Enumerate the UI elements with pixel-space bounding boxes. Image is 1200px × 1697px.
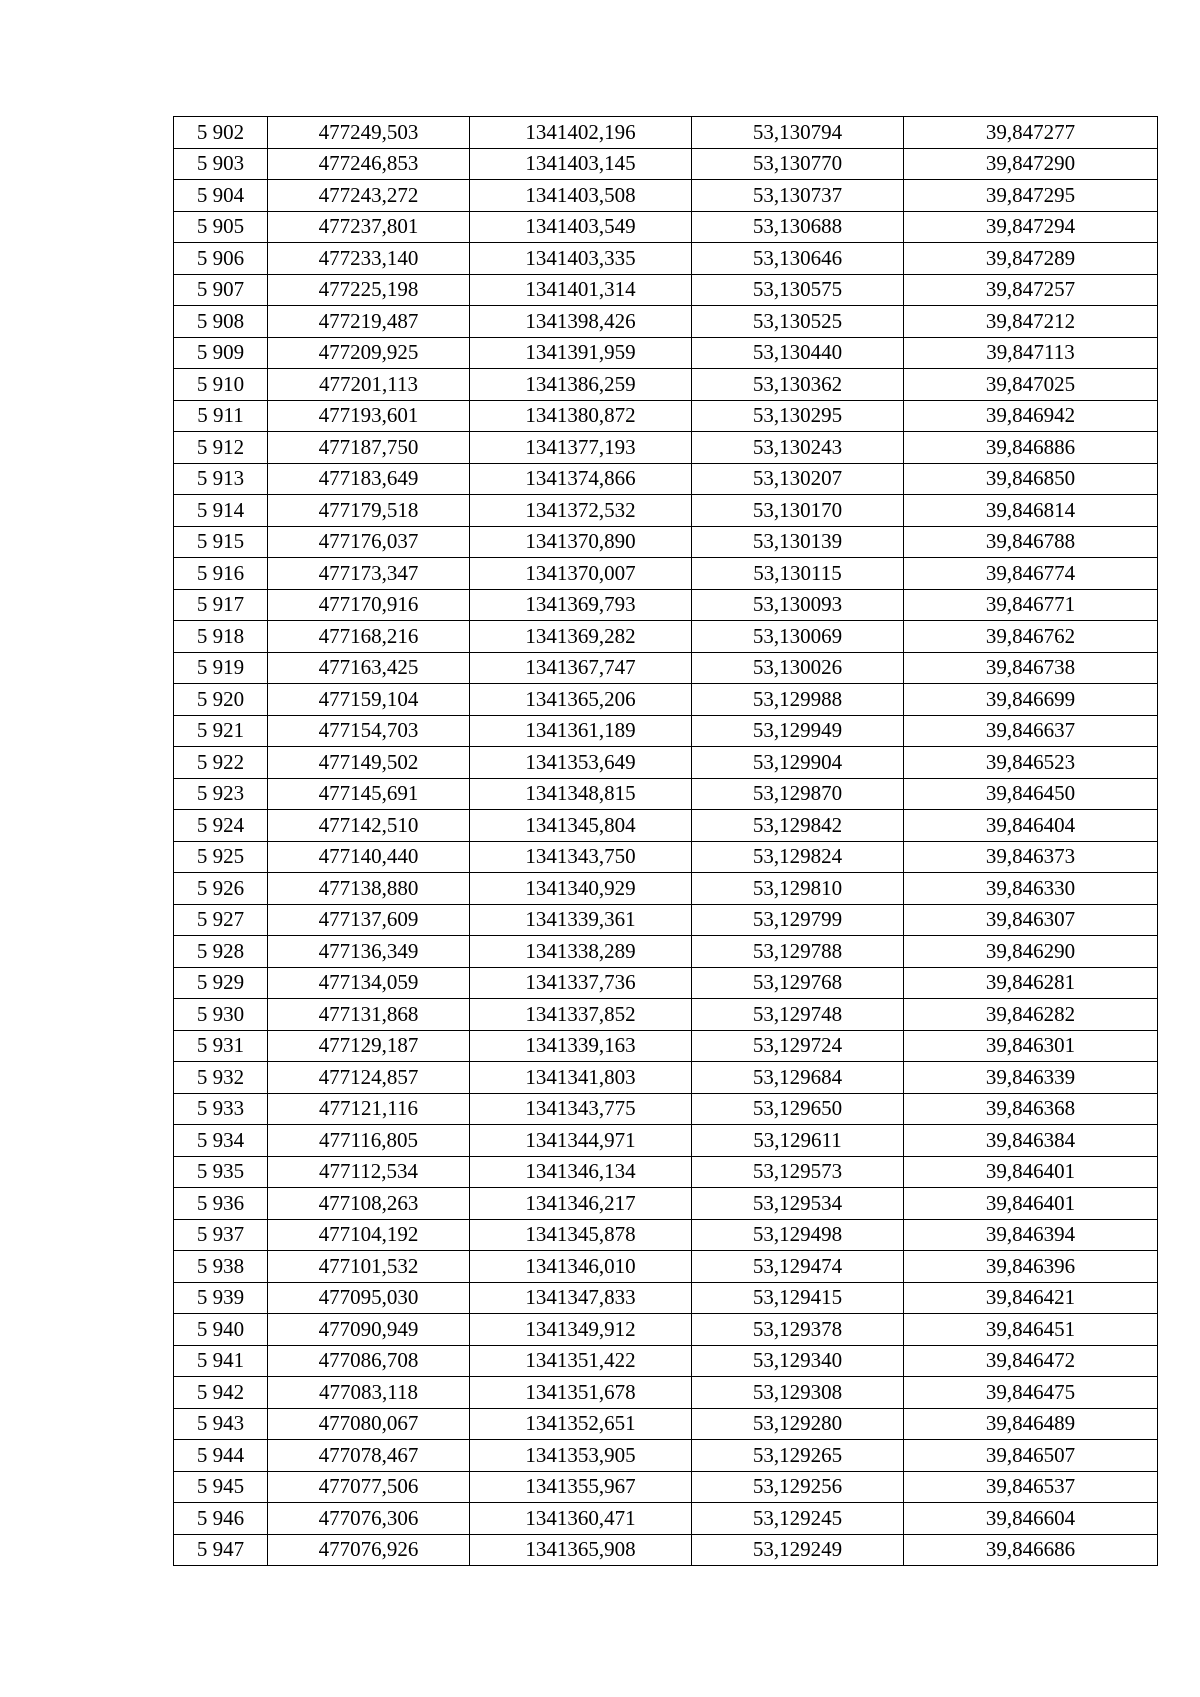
y-coordinate-cell: 1341391,959 bbox=[470, 337, 692, 369]
longitude-cell: 39,847289 bbox=[904, 243, 1158, 275]
table-row bbox=[174, 967, 1158, 999]
point-number-cell: 5 941 bbox=[174, 1345, 268, 1377]
x-coordinate-cell: 477116,805 bbox=[268, 1125, 470, 1157]
table-row bbox=[174, 526, 1158, 558]
table-row bbox=[174, 652, 1158, 684]
point-number-cell: 5 934 bbox=[174, 1125, 268, 1157]
table-row bbox=[174, 904, 1158, 936]
table-row bbox=[174, 1219, 1158, 1251]
x-coordinate-cell: 477154,703 bbox=[268, 715, 470, 747]
latitude-cell: 53,129378 bbox=[692, 1314, 904, 1346]
longitude-cell: 39,846401 bbox=[904, 1188, 1158, 1220]
longitude-cell: 39,847295 bbox=[904, 180, 1158, 212]
latitude-cell: 53,129415 bbox=[692, 1282, 904, 1314]
point-number-cell: 5 947 bbox=[174, 1534, 268, 1566]
x-coordinate-cell: 477219,487 bbox=[268, 306, 470, 338]
y-coordinate-cell: 1341351,678 bbox=[470, 1377, 692, 1409]
table-row bbox=[174, 999, 1158, 1031]
table-row bbox=[174, 1377, 1158, 1409]
latitude-cell: 53,130646 bbox=[692, 243, 904, 275]
x-coordinate-cell: 477137,609 bbox=[268, 904, 470, 936]
table-row bbox=[174, 243, 1158, 275]
x-coordinate-cell: 477080,067 bbox=[268, 1408, 470, 1440]
point-number-cell: 5 914 bbox=[174, 495, 268, 527]
table-row bbox=[174, 1471, 1158, 1503]
x-coordinate-cell: 477249,503 bbox=[268, 117, 470, 149]
x-coordinate-cell: 477121,116 bbox=[268, 1093, 470, 1125]
longitude-cell: 39,847277 bbox=[904, 117, 1158, 149]
y-coordinate-cell: 1341349,912 bbox=[470, 1314, 692, 1346]
latitude-cell: 53,129748 bbox=[692, 999, 904, 1031]
table-row bbox=[174, 1125, 1158, 1157]
y-coordinate-cell: 1341374,866 bbox=[470, 463, 692, 495]
latitude-cell: 53,129498 bbox=[692, 1219, 904, 1251]
longitude-cell: 39,847025 bbox=[904, 369, 1158, 401]
latitude-cell: 53,130243 bbox=[692, 432, 904, 464]
point-number-cell: 5 913 bbox=[174, 463, 268, 495]
x-coordinate-cell: 477095,030 bbox=[268, 1282, 470, 1314]
point-number-cell: 5 920 bbox=[174, 684, 268, 716]
longitude-cell: 39,847212 bbox=[904, 306, 1158, 338]
longitude-cell: 39,846738 bbox=[904, 652, 1158, 684]
latitude-cell: 53,129611 bbox=[692, 1125, 904, 1157]
y-coordinate-cell: 1341398,426 bbox=[470, 306, 692, 338]
point-number-cell: 5 928 bbox=[174, 936, 268, 968]
table-row bbox=[174, 558, 1158, 590]
table-row bbox=[174, 810, 1158, 842]
longitude-cell: 39,846339 bbox=[904, 1062, 1158, 1094]
latitude-cell: 53,130093 bbox=[692, 589, 904, 621]
table-row bbox=[174, 778, 1158, 810]
point-number-cell: 5 908 bbox=[174, 306, 268, 338]
y-coordinate-cell: 1341353,649 bbox=[470, 747, 692, 779]
point-number-cell: 5 924 bbox=[174, 810, 268, 842]
point-number-cell: 5 933 bbox=[174, 1093, 268, 1125]
point-number-cell: 5 926 bbox=[174, 873, 268, 905]
x-coordinate-cell: 477159,104 bbox=[268, 684, 470, 716]
table-row bbox=[174, 1251, 1158, 1283]
x-coordinate-cell: 477129,187 bbox=[268, 1030, 470, 1062]
y-coordinate-cell: 1341365,206 bbox=[470, 684, 692, 716]
latitude-cell: 53,129788 bbox=[692, 936, 904, 968]
longitude-cell: 39,846396 bbox=[904, 1251, 1158, 1283]
latitude-cell: 53,129340 bbox=[692, 1345, 904, 1377]
table-row bbox=[174, 369, 1158, 401]
point-number-cell: 5 939 bbox=[174, 1282, 268, 1314]
table-row bbox=[174, 1408, 1158, 1440]
latitude-cell: 53,129988 bbox=[692, 684, 904, 716]
x-coordinate-cell: 477187,750 bbox=[268, 432, 470, 464]
point-number-cell: 5 903 bbox=[174, 148, 268, 180]
latitude-cell: 53,129573 bbox=[692, 1156, 904, 1188]
point-number-cell: 5 942 bbox=[174, 1377, 268, 1409]
y-coordinate-cell: 1341346,134 bbox=[470, 1156, 692, 1188]
longitude-cell: 39,846330 bbox=[904, 873, 1158, 905]
x-coordinate-cell: 477176,037 bbox=[268, 526, 470, 558]
point-number-cell: 5 946 bbox=[174, 1503, 268, 1535]
x-coordinate-cell: 477104,192 bbox=[268, 1219, 470, 1251]
y-coordinate-cell: 1341403,145 bbox=[470, 148, 692, 180]
y-coordinate-cell: 1341348,815 bbox=[470, 778, 692, 810]
y-coordinate-cell: 1341360,471 bbox=[470, 1503, 692, 1535]
longitude-cell: 39,846421 bbox=[904, 1282, 1158, 1314]
latitude-cell: 53,130688 bbox=[692, 211, 904, 243]
latitude-cell: 53,129534 bbox=[692, 1188, 904, 1220]
table-row bbox=[174, 180, 1158, 212]
longitude-cell: 39,846301 bbox=[904, 1030, 1158, 1062]
y-coordinate-cell: 1341352,651 bbox=[470, 1408, 692, 1440]
longitude-cell: 39,846850 bbox=[904, 463, 1158, 495]
table-row bbox=[174, 117, 1158, 149]
point-number-cell: 5 919 bbox=[174, 652, 268, 684]
longitude-cell: 39,846281 bbox=[904, 967, 1158, 999]
point-number-cell: 5 944 bbox=[174, 1440, 268, 1472]
x-coordinate-cell: 477134,059 bbox=[268, 967, 470, 999]
table-row bbox=[174, 1534, 1158, 1566]
x-coordinate-cell: 477243,272 bbox=[268, 180, 470, 212]
longitude-cell: 39,846401 bbox=[904, 1156, 1158, 1188]
table-row bbox=[174, 1156, 1158, 1188]
latitude-cell: 53,130115 bbox=[692, 558, 904, 590]
latitude-cell: 53,129265 bbox=[692, 1440, 904, 1472]
table-row bbox=[174, 1282, 1158, 1314]
y-coordinate-cell: 1341365,908 bbox=[470, 1534, 692, 1566]
coordinates-table-body bbox=[174, 117, 1158, 1566]
x-coordinate-cell: 477136,349 bbox=[268, 936, 470, 968]
latitude-cell: 53,130170 bbox=[692, 495, 904, 527]
point-number-cell: 5 931 bbox=[174, 1030, 268, 1062]
point-number-cell: 5 909 bbox=[174, 337, 268, 369]
latitude-cell: 53,130295 bbox=[692, 400, 904, 432]
longitude-cell: 39,846788 bbox=[904, 526, 1158, 558]
y-coordinate-cell: 1341369,282 bbox=[470, 621, 692, 653]
x-coordinate-cell: 477201,113 bbox=[268, 369, 470, 401]
longitude-cell: 39,846373 bbox=[904, 841, 1158, 873]
point-number-cell: 5 945 bbox=[174, 1471, 268, 1503]
table-row bbox=[174, 589, 1158, 621]
table-row bbox=[174, 337, 1158, 369]
longitude-cell: 39,846290 bbox=[904, 936, 1158, 968]
table-row bbox=[174, 1314, 1158, 1346]
table-row bbox=[174, 747, 1158, 779]
x-coordinate-cell: 477209,925 bbox=[268, 337, 470, 369]
x-coordinate-cell: 477183,649 bbox=[268, 463, 470, 495]
longitude-cell: 39,846774 bbox=[904, 558, 1158, 590]
latitude-cell: 53,129249 bbox=[692, 1534, 904, 1566]
y-coordinate-cell: 1341343,750 bbox=[470, 841, 692, 873]
table-row bbox=[174, 1188, 1158, 1220]
longitude-cell: 39,846450 bbox=[904, 778, 1158, 810]
table-row bbox=[174, 1503, 1158, 1535]
longitude-cell: 39,846384 bbox=[904, 1125, 1158, 1157]
latitude-cell: 53,129724 bbox=[692, 1030, 904, 1062]
y-coordinate-cell: 1341346,010 bbox=[470, 1251, 692, 1283]
table-row bbox=[174, 873, 1158, 905]
longitude-cell: 39,846451 bbox=[904, 1314, 1158, 1346]
latitude-cell: 53,130207 bbox=[692, 463, 904, 495]
point-number-cell: 5 940 bbox=[174, 1314, 268, 1346]
point-number-cell: 5 922 bbox=[174, 747, 268, 779]
y-coordinate-cell: 1341355,967 bbox=[470, 1471, 692, 1503]
table-row bbox=[174, 936, 1158, 968]
y-coordinate-cell: 1341403,508 bbox=[470, 180, 692, 212]
table-row bbox=[174, 621, 1158, 653]
table-row bbox=[174, 495, 1158, 527]
x-coordinate-cell: 477225,198 bbox=[268, 274, 470, 306]
latitude-cell: 53,129474 bbox=[692, 1251, 904, 1283]
x-coordinate-cell: 477145,691 bbox=[268, 778, 470, 810]
y-coordinate-cell: 1341337,852 bbox=[470, 999, 692, 1031]
y-coordinate-cell: 1341339,361 bbox=[470, 904, 692, 936]
longitude-cell: 39,846942 bbox=[904, 400, 1158, 432]
y-coordinate-cell: 1341341,803 bbox=[470, 1062, 692, 1094]
y-coordinate-cell: 1341347,833 bbox=[470, 1282, 692, 1314]
x-coordinate-cell: 477078,467 bbox=[268, 1440, 470, 1472]
x-coordinate-cell: 477173,347 bbox=[268, 558, 470, 590]
latitude-cell: 53,130794 bbox=[692, 117, 904, 149]
point-number-cell: 5 927 bbox=[174, 904, 268, 936]
y-coordinate-cell: 1341343,775 bbox=[470, 1093, 692, 1125]
table-row bbox=[174, 306, 1158, 338]
point-number-cell: 5 936 bbox=[174, 1188, 268, 1220]
point-number-cell: 5 906 bbox=[174, 243, 268, 275]
x-coordinate-cell: 477076,306 bbox=[268, 1503, 470, 1535]
point-number-cell: 5 930 bbox=[174, 999, 268, 1031]
latitude-cell: 53,129650 bbox=[692, 1093, 904, 1125]
y-coordinate-cell: 1341403,335 bbox=[470, 243, 692, 275]
table-row bbox=[174, 274, 1158, 306]
longitude-cell: 39,847113 bbox=[904, 337, 1158, 369]
y-coordinate-cell: 1341401,314 bbox=[470, 274, 692, 306]
x-coordinate-cell: 477170,916 bbox=[268, 589, 470, 621]
x-coordinate-cell: 477138,880 bbox=[268, 873, 470, 905]
x-coordinate-cell: 477124,857 bbox=[268, 1062, 470, 1094]
y-coordinate-cell: 1341377,193 bbox=[470, 432, 692, 464]
longitude-cell: 39,846604 bbox=[904, 1503, 1158, 1535]
y-coordinate-cell: 1341346,217 bbox=[470, 1188, 692, 1220]
latitude-cell: 53,129810 bbox=[692, 873, 904, 905]
x-coordinate-cell: 477142,510 bbox=[268, 810, 470, 842]
point-number-cell: 5 910 bbox=[174, 369, 268, 401]
latitude-cell: 53,129824 bbox=[692, 841, 904, 873]
point-number-cell: 5 916 bbox=[174, 558, 268, 590]
point-number-cell: 5 917 bbox=[174, 589, 268, 621]
table-row bbox=[174, 1440, 1158, 1472]
latitude-cell: 53,129280 bbox=[692, 1408, 904, 1440]
longitude-cell: 39,846475 bbox=[904, 1377, 1158, 1409]
x-coordinate-cell: 477140,440 bbox=[268, 841, 470, 873]
y-coordinate-cell: 1341351,422 bbox=[470, 1345, 692, 1377]
latitude-cell: 53,130139 bbox=[692, 526, 904, 558]
y-coordinate-cell: 1341339,163 bbox=[470, 1030, 692, 1062]
x-coordinate-cell: 477108,263 bbox=[268, 1188, 470, 1220]
coordinates-table bbox=[173, 116, 1158, 1566]
x-coordinate-cell: 477101,532 bbox=[268, 1251, 470, 1283]
longitude-cell: 39,846282 bbox=[904, 999, 1158, 1031]
table-row bbox=[174, 1062, 1158, 1094]
y-coordinate-cell: 1341353,905 bbox=[470, 1440, 692, 1472]
x-coordinate-cell: 477149,502 bbox=[268, 747, 470, 779]
y-coordinate-cell: 1341369,793 bbox=[470, 589, 692, 621]
x-coordinate-cell: 477090,949 bbox=[268, 1314, 470, 1346]
latitude-cell: 53,130737 bbox=[692, 180, 904, 212]
y-coordinate-cell: 1341386,259 bbox=[470, 369, 692, 401]
y-coordinate-cell: 1341345,804 bbox=[470, 810, 692, 842]
longitude-cell: 39,846771 bbox=[904, 589, 1158, 621]
longitude-cell: 39,846637 bbox=[904, 715, 1158, 747]
y-coordinate-cell: 1341403,549 bbox=[470, 211, 692, 243]
point-number-cell: 5 943 bbox=[174, 1408, 268, 1440]
point-number-cell: 5 904 bbox=[174, 180, 268, 212]
longitude-cell: 39,846699 bbox=[904, 684, 1158, 716]
latitude-cell: 53,129308 bbox=[692, 1377, 904, 1409]
point-number-cell: 5 915 bbox=[174, 526, 268, 558]
latitude-cell: 53,129684 bbox=[692, 1062, 904, 1094]
y-coordinate-cell: 1341340,929 bbox=[470, 873, 692, 905]
longitude-cell: 39,846404 bbox=[904, 810, 1158, 842]
longitude-cell: 39,846507 bbox=[904, 1440, 1158, 1472]
latitude-cell: 53,130525 bbox=[692, 306, 904, 338]
point-number-cell: 5 902 bbox=[174, 117, 268, 149]
x-coordinate-cell: 477193,601 bbox=[268, 400, 470, 432]
point-number-cell: 5 911 bbox=[174, 400, 268, 432]
latitude-cell: 53,129768 bbox=[692, 967, 904, 999]
latitude-cell: 53,129799 bbox=[692, 904, 904, 936]
longitude-cell: 39,846489 bbox=[904, 1408, 1158, 1440]
y-coordinate-cell: 1341402,196 bbox=[470, 117, 692, 149]
latitude-cell: 53,129245 bbox=[692, 1503, 904, 1535]
table-row bbox=[174, 841, 1158, 873]
table-row bbox=[174, 715, 1158, 747]
latitude-cell: 53,130069 bbox=[692, 621, 904, 653]
point-number-cell: 5 929 bbox=[174, 967, 268, 999]
y-coordinate-cell: 1341338,289 bbox=[470, 936, 692, 968]
x-coordinate-cell: 477083,118 bbox=[268, 1377, 470, 1409]
latitude-cell: 53,130026 bbox=[692, 652, 904, 684]
latitude-cell: 53,129904 bbox=[692, 747, 904, 779]
longitude-cell: 39,846762 bbox=[904, 621, 1158, 653]
longitude-cell: 39,846814 bbox=[904, 495, 1158, 527]
longitude-cell: 39,846537 bbox=[904, 1471, 1158, 1503]
point-number-cell: 5 925 bbox=[174, 841, 268, 873]
longitude-cell: 39,846368 bbox=[904, 1093, 1158, 1125]
x-coordinate-cell: 477233,140 bbox=[268, 243, 470, 275]
point-number-cell: 5 905 bbox=[174, 211, 268, 243]
point-number-cell: 5 935 bbox=[174, 1156, 268, 1188]
table-row bbox=[174, 684, 1158, 716]
table-row bbox=[174, 1030, 1158, 1062]
latitude-cell: 53,130440 bbox=[692, 337, 904, 369]
longitude-cell: 39,846686 bbox=[904, 1534, 1158, 1566]
table-row bbox=[174, 400, 1158, 432]
point-number-cell: 5 932 bbox=[174, 1062, 268, 1094]
point-number-cell: 5 937 bbox=[174, 1219, 268, 1251]
table-row bbox=[174, 211, 1158, 243]
x-coordinate-cell: 477246,853 bbox=[268, 148, 470, 180]
table-row bbox=[174, 463, 1158, 495]
point-number-cell: 5 923 bbox=[174, 778, 268, 810]
x-coordinate-cell: 477077,506 bbox=[268, 1471, 470, 1503]
longitude-cell: 39,846886 bbox=[904, 432, 1158, 464]
table-row bbox=[174, 1345, 1158, 1377]
latitude-cell: 53,130362 bbox=[692, 369, 904, 401]
y-coordinate-cell: 1341345,878 bbox=[470, 1219, 692, 1251]
latitude-cell: 53,129870 bbox=[692, 778, 904, 810]
y-coordinate-cell: 1341361,189 bbox=[470, 715, 692, 747]
longitude-cell: 39,846472 bbox=[904, 1345, 1158, 1377]
point-number-cell: 5 918 bbox=[174, 621, 268, 653]
point-number-cell: 5 938 bbox=[174, 1251, 268, 1283]
latitude-cell: 53,129842 bbox=[692, 810, 904, 842]
x-coordinate-cell: 477076,926 bbox=[268, 1534, 470, 1566]
longitude-cell: 39,847294 bbox=[904, 211, 1158, 243]
x-coordinate-cell: 477086,708 bbox=[268, 1345, 470, 1377]
point-number-cell: 5 912 bbox=[174, 432, 268, 464]
longitude-cell: 39,846394 bbox=[904, 1219, 1158, 1251]
x-coordinate-cell: 477112,534 bbox=[268, 1156, 470, 1188]
x-coordinate-cell: 477179,518 bbox=[268, 495, 470, 527]
point-number-cell: 5 921 bbox=[174, 715, 268, 747]
latitude-cell: 53,130770 bbox=[692, 148, 904, 180]
table-row bbox=[174, 432, 1158, 464]
table-row bbox=[174, 148, 1158, 180]
x-coordinate-cell: 477237,801 bbox=[268, 211, 470, 243]
y-coordinate-cell: 1341370,007 bbox=[470, 558, 692, 590]
x-coordinate-cell: 477168,216 bbox=[268, 621, 470, 653]
longitude-cell: 39,846523 bbox=[904, 747, 1158, 779]
x-coordinate-cell: 477131,868 bbox=[268, 999, 470, 1031]
point-number-cell: 5 907 bbox=[174, 274, 268, 306]
longitude-cell: 39,846307 bbox=[904, 904, 1158, 936]
y-coordinate-cell: 1341337,736 bbox=[470, 967, 692, 999]
y-coordinate-cell: 1341370,890 bbox=[470, 526, 692, 558]
y-coordinate-cell: 1341380,872 bbox=[470, 400, 692, 432]
latitude-cell: 53,130575 bbox=[692, 274, 904, 306]
y-coordinate-cell: 1341372,532 bbox=[470, 495, 692, 527]
longitude-cell: 39,847257 bbox=[904, 274, 1158, 306]
y-coordinate-cell: 1341344,971 bbox=[470, 1125, 692, 1157]
latitude-cell: 53,129256 bbox=[692, 1471, 904, 1503]
x-coordinate-cell: 477163,425 bbox=[268, 652, 470, 684]
table-row bbox=[174, 1093, 1158, 1125]
longitude-cell: 39,847290 bbox=[904, 148, 1158, 180]
latitude-cell: 53,129949 bbox=[692, 715, 904, 747]
y-coordinate-cell: 1341367,747 bbox=[470, 652, 692, 684]
